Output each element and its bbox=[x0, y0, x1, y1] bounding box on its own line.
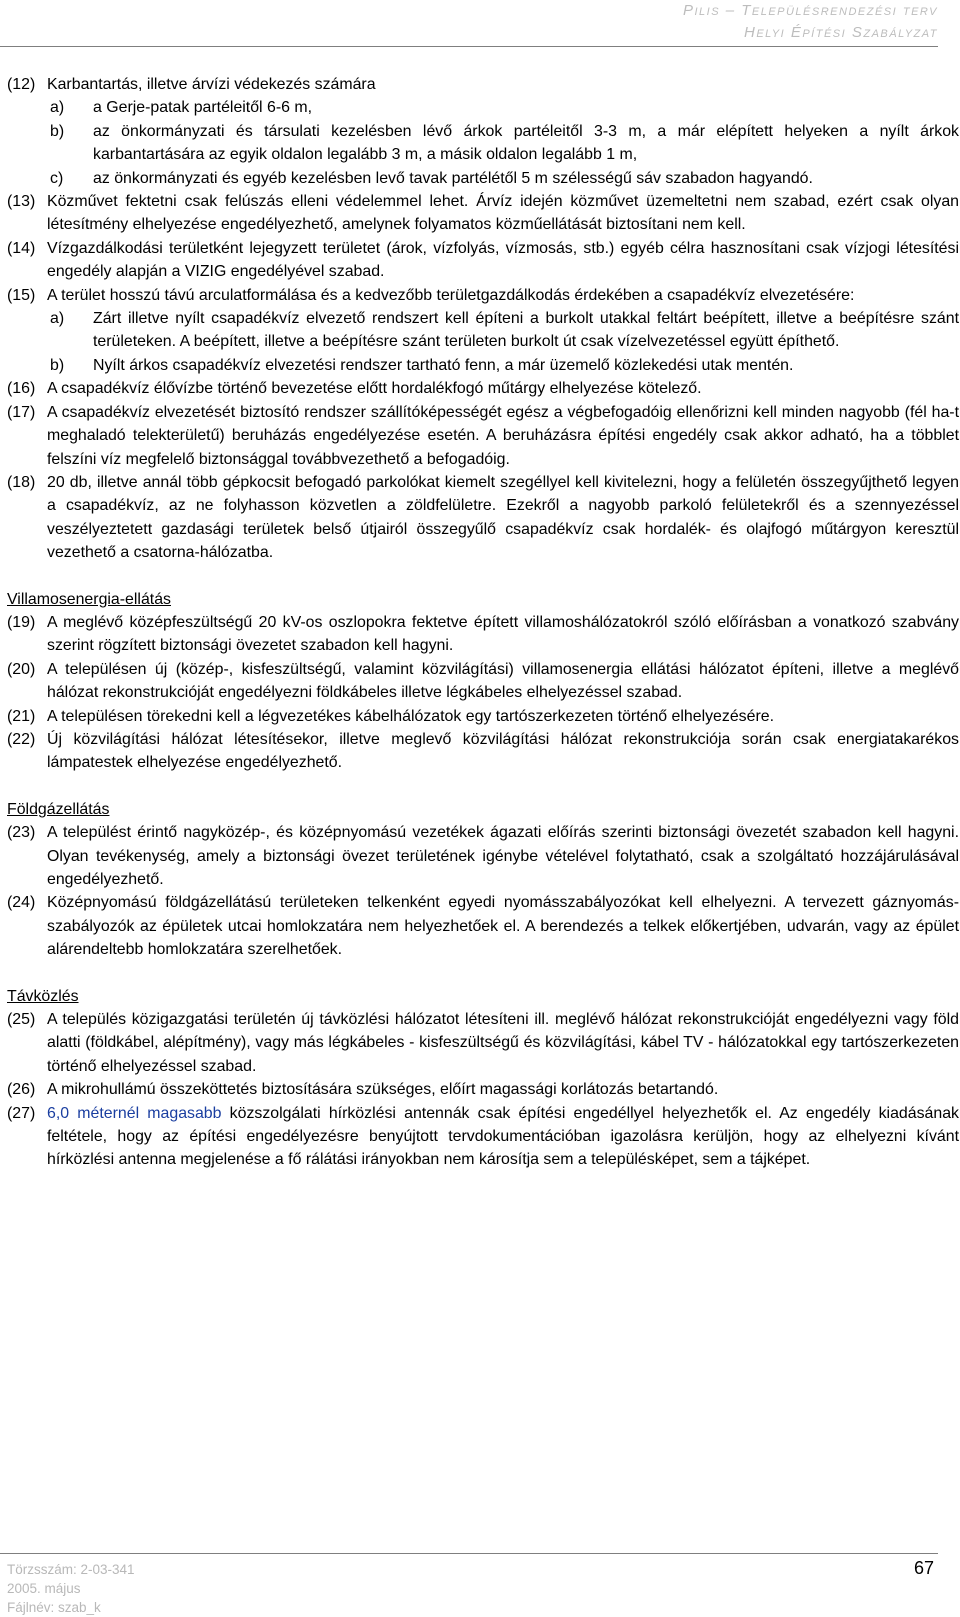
paragraph-number: (20) bbox=[7, 660, 36, 678]
paragraph-text: A mikrohullámú összeköttetés biztosítására szükséges, előírt magassági korlátozás betartandó. bbox=[47, 1081, 719, 1099]
paragraph-text: A településen törekedni kell a légvezetékes kábelhálózatok egy tartószerkezeten történő elhelyezésére. bbox=[47, 707, 775, 725]
paragraph-number: (25) bbox=[7, 1011, 36, 1029]
paragraph-16 bbox=[7, 377, 959, 400]
list-text: Nyílt árkos csapadékvíz elvezetési rendszer tartható fenn, a már üzemelő közlekedési utak mentén. bbox=[93, 356, 794, 374]
paragraph-number: (18) bbox=[7, 473, 36, 491]
header-divider bbox=[0, 46, 938, 47]
footer-meta bbox=[7, 1560, 135, 1617]
document-body bbox=[7, 73, 959, 1172]
list-label: b) bbox=[50, 356, 65, 374]
paragraph-15 bbox=[7, 284, 959, 307]
paragraph-number: (21) bbox=[7, 707, 36, 725]
paragraph-text: A települést érintő nagyközép-, és középnyomású vezetékek ágazati előírás szerinti biztonsági övezetét szabadon kell hagyni. Olyan tevékenység, amely a biztonsági övezet területének igénybe vételével folytatható, csak a szolgáltató hozzájárulásával engedélyezhető. bbox=[47, 824, 959, 888]
paragraph-12 bbox=[7, 73, 959, 96]
document-header bbox=[683, 0, 938, 44]
paragraph-19 bbox=[7, 611, 959, 658]
list-item bbox=[7, 96, 959, 119]
paragraph-25 bbox=[7, 1008, 959, 1078]
paragraph-number: (15) bbox=[7, 286, 36, 304]
paragraph-text: A csapadékvíz élővízbe történő bevezetése előtt hordalékfogó műtárgy elhelyezése kötelező. bbox=[47, 380, 702, 398]
list-item bbox=[7, 120, 959, 167]
paragraph-text: Karbantartás, illetve árvízi védekezés számára bbox=[47, 76, 376, 93]
paragraph-20 bbox=[7, 658, 959, 705]
list-label: b) bbox=[50, 122, 65, 140]
paragraph-text: A településen új (közép-, kisfeszültségű, valamint közvilágítási) villamosenergia ellátási hálózatot építeni, illetve a meglévő hálózat rekonstrukcióját engedélyezni földkábeles illetve légkábeles elhelyezéssel szabad. bbox=[47, 660, 959, 702]
paragraph-text: A csapadékvíz elvezetését biztosító rendszer szállítóképességét egész a végbefogadóig ellenőrizni kell minden nagyobb (fél ha-t meghaladó telekterületű) beruházás engedélyezése esetén. A beruházásra építési engedély csak akkor adható, ha a többlet felszíni víz megfelelő biztonsággal továbbvezethető a befogadóig. bbox=[47, 403, 959, 468]
page-number: 67 bbox=[913, 1558, 934, 1578]
paragraph-number: (17) bbox=[7, 403, 36, 421]
paragraph-number: (14) bbox=[7, 239, 36, 257]
list-text: az önkormányzati és társulati kezelésben lévő árkok partéleitől 3-3 m, a már elépített helyeken a nyílt árkok karbantartására az egyik oldalon legalább 3 m, a másik oldalon legalább 1 m, bbox=[93, 122, 959, 164]
footer-filename: Fájlnév: szab_k bbox=[7, 1600, 101, 1615]
section-heading-foldgaz: Földgázellátás bbox=[7, 800, 110, 818]
paragraph-27 bbox=[7, 1102, 959, 1172]
paragraph-number: (16) bbox=[7, 380, 36, 398]
paragraph-text: 20 db, illetve annál több gépkocsit befogadó parkolókat kiemelt szegéllyel kell kivitelezni, hogy a felületén összegyűjthető legyen a csapadékvíz, az ne folyhasson közvetlen a zöldfelületre. Ezekről a nagyobb parkoló felületekről és a szennyezéssel veszélyeztetett gazdasági területek belső útjairól összegyűlő csapadékvíz csak hordalék- és olajfogó műtárgyon keresztül vezethető a csatorna-hálózatba. bbox=[47, 473, 959, 562]
paragraph-22 bbox=[7, 728, 959, 775]
paragraph-number: (27) bbox=[7, 1104, 36, 1122]
paragraph-23 bbox=[7, 821, 959, 891]
list-label: c) bbox=[50, 169, 64, 187]
paragraph-text: Új közvilágítási hálózat létesítésekor, illetve meglevő közvilágítási hálózat rekonstrukciója során csak energiatakarékos lámpatestek elhelyezése engedélyezhető. bbox=[47, 730, 959, 772]
paragraph-text: A település közigazgatási területén új távközlési hálózatot létesíteni ill. meglévő hálózat rekonstrukcióját engedélyezni vagy föld alatti (földkábel, alépítmény), vagy más légkábeles - kisfeszültségű és közvilágítási, kábel TV - hálózatokkal egy tartószerkezeten történő elhelyezéssel szabad. bbox=[47, 1011, 959, 1075]
paragraph-number: (26) bbox=[7, 1081, 36, 1099]
paragraph-26 bbox=[7, 1078, 959, 1101]
paragraph-number: (12) bbox=[7, 76, 36, 93]
list-text: Zárt illetve nyílt csapadékvíz elvezető rendszert kell építeni a burkolt utakkal feltárt beépített, illetve a beépítésre szánt területeken. A beépített, illetve a beépítésre szánt területen burkolt út csak vízelvezetéssel együtt építhető. bbox=[93, 310, 959, 351]
list-text: az önkormányzati és egyéb kezelésben levő tavak partélétől 5 m szélességű sáv szabadon hagyandó. bbox=[93, 169, 813, 187]
paragraph-text: Középnyomású földgázellátású területeken telkenként egyedi nyomásszabályozókat kell elhelyezni. A tervezett gáznyomás-szabályozók az épületek utcai homlokzatára nem helyezhetőek el. A berendezés a telkek előkertjében, udvarán, vagy az épület alárendeltebb homlokzatára szerelhetőek. bbox=[47, 894, 959, 959]
list-text: a Gerje-patak partéleitől 6-6 m, bbox=[93, 99, 313, 117]
paragraph-text: Közművet fektetni csak felúszás elleni védelemmel lehet. Árvíz idején közművet üzemeltetni nem szabad, ezért csak olyan létesítmény elhelyezése engedélyezhető, amelynek folyamatos közműellátását biztosítani nem kell. bbox=[47, 193, 959, 234]
paragraph-number: (24) bbox=[7, 894, 36, 912]
paragraph-number: (13) bbox=[7, 193, 36, 211]
list-item bbox=[7, 167, 959, 190]
list-item bbox=[7, 354, 959, 377]
footer-date: 2005. május bbox=[7, 1581, 81, 1596]
section-heading-villamosenergia: Villamosenergia-ellátás bbox=[7, 590, 171, 608]
list-label: a) bbox=[50, 310, 65, 328]
footer-divider bbox=[0, 1553, 938, 1554]
paragraph-13 bbox=[7, 190, 959, 237]
paragraph-24 bbox=[7, 891, 959, 961]
paragraph-21 bbox=[7, 705, 959, 728]
paragraph-18 bbox=[7, 471, 959, 565]
section-heading-tavkozles: Távközlés bbox=[7, 987, 79, 1005]
paragraph-text: Vízgazdálkodási területként lejegyzett területet (árok, vízfolyás, vízmosás, stb.) egyéb célra hasznosítani csak vízjogi létesítési engedély alapján a VIZIG engedélyével szabad. bbox=[47, 239, 959, 281]
paragraph-number: (19) bbox=[7, 613, 36, 631]
paragraph-number: (23) bbox=[7, 824, 36, 842]
list-item bbox=[7, 307, 959, 354]
header-subtitle: Helyi Építési Szabályzat bbox=[744, 24, 938, 41]
paragraph-text: közszolgálati hírközlési antennák csak építési engedéllyel helyezhetők el. Az engedély kiadásának feltétele, hogy az építési engedélyezésre benyújtott tervdokumentációban igazolásra kerüljön, hogy az elhelyezni kívánt hírközlési antenna megjelenése a fő rálátási irányokban nem károsítja sem a településképet, sem a tájképet. bbox=[47, 1104, 959, 1169]
paragraph-17 bbox=[7, 401, 959, 471]
header-title: Pilis – Településrendezési terv bbox=[682, 2, 938, 19]
footer-torzsszam: Törzsszám: 2-03-341 bbox=[7, 1562, 135, 1577]
paragraph-text: A meglévő középfeszültségű 20 kV-os oszlopokra fektetve épített villamoshálózatokról szóló előírásban a vonatkozó szabvány szerint rögzített biztonsági övezetet szabadon kell hagyni. bbox=[47, 613, 959, 655]
paragraph-14 bbox=[7, 237, 959, 284]
list-label: a) bbox=[50, 99, 65, 117]
highlighted-text: 6,0 méternél magasabb bbox=[47, 1104, 222, 1122]
paragraph-text: A terület hosszú távú arculatformálása és a kedvezőbb területgazdálkodás érdekében a csapadékvíz elvezetésére: bbox=[47, 286, 855, 304]
paragraph-number: (22) bbox=[7, 730, 36, 748]
